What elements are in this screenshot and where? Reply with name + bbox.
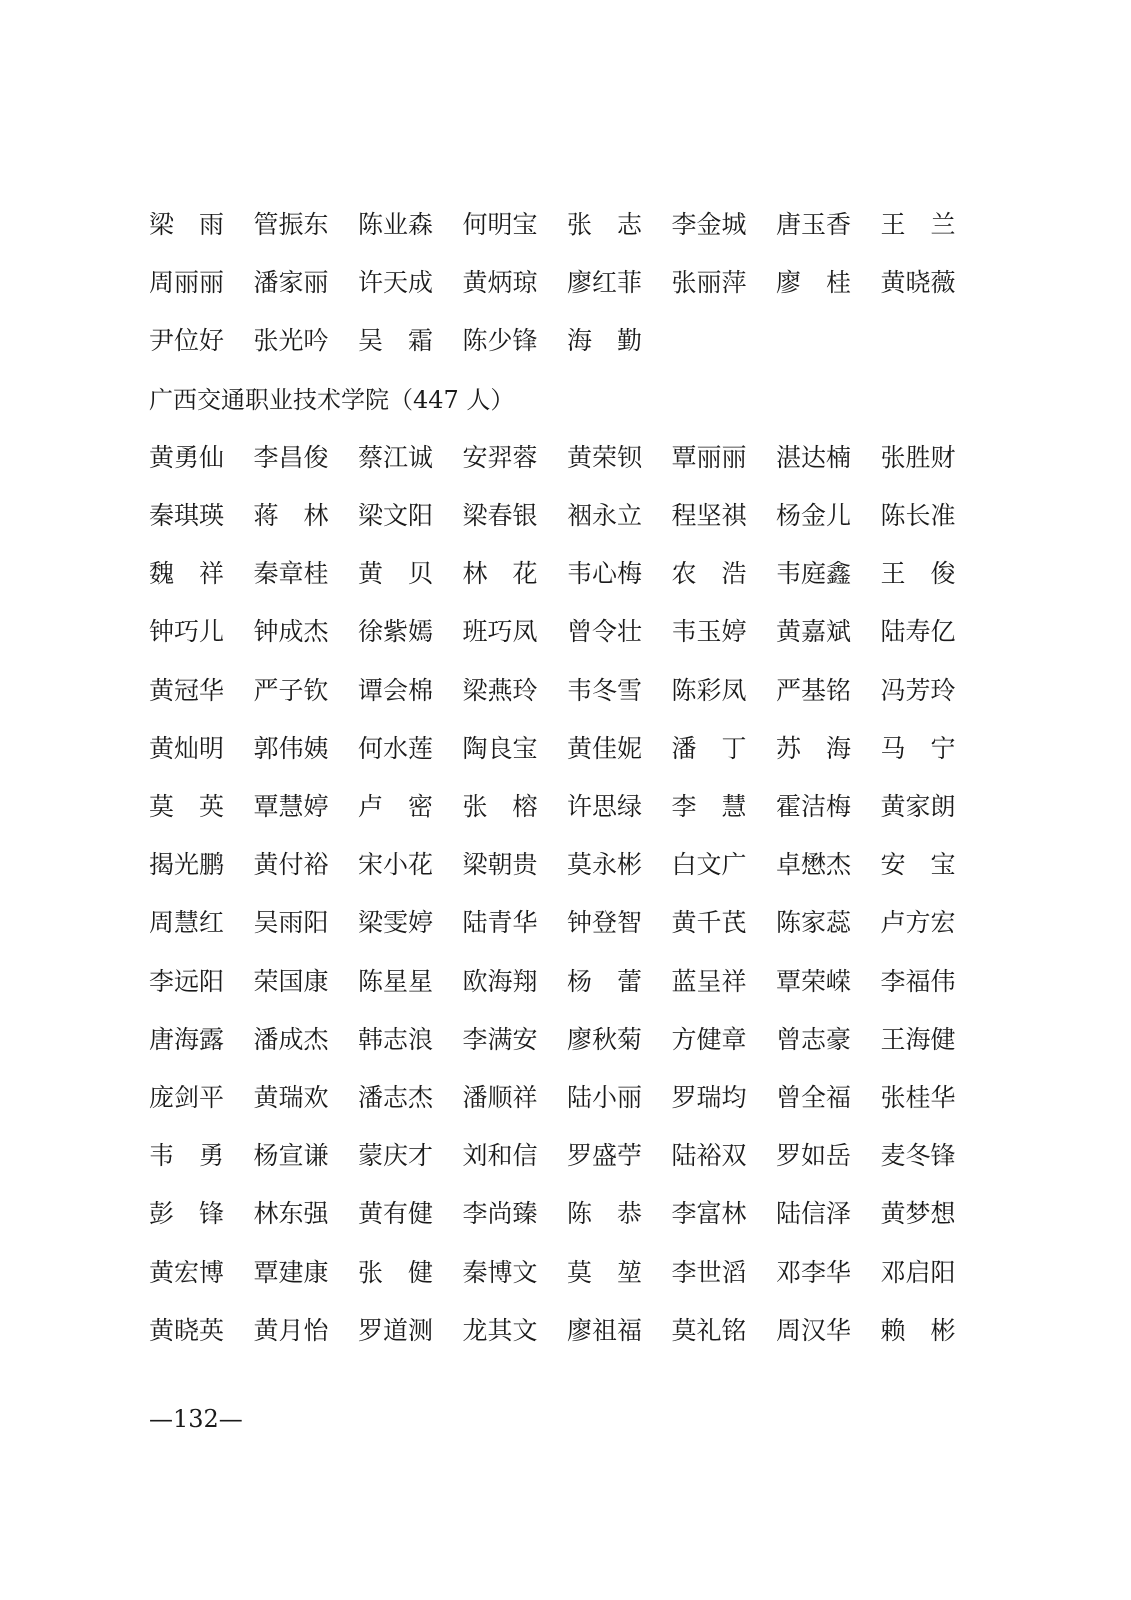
- person-name: 吴雨阳: [253, 908, 329, 938]
- person-name: 蔡江诚: [358, 442, 434, 472]
- person-name: 许思绿: [567, 792, 643, 821]
- person-name: 覃建康: [253, 1257, 329, 1287]
- person-name: 廖 桂: [776, 268, 852, 298]
- name-row: [0, 1020, 1131, 1060]
- person-name: 陶良宝: [462, 733, 538, 763]
- person-name: 覃丽丽: [671, 442, 747, 472]
- person-name: 张 志: [567, 210, 643, 239]
- person-name: 荣国康: [253, 966, 329, 996]
- person-name: 陆寿亿: [880, 617, 956, 647]
- person-name: 黄宏博: [149, 1257, 225, 1287]
- person-name: 张 榕: [462, 792, 538, 821]
- person-name: 郭伟姨: [253, 733, 329, 763]
- person-name: 陆信泽: [776, 1199, 852, 1229]
- person-name: 黄梦想: [880, 1199, 956, 1229]
- person-name: 张胜财: [880, 442, 956, 472]
- person-name: 邓李华: [776, 1257, 852, 1287]
- name-row: [0, 321, 1131, 361]
- person-name: 曾志豪: [776, 1024, 852, 1054]
- name-row: [0, 903, 1131, 943]
- person-name: 林 花: [462, 559, 538, 589]
- person-name: 曾令壮: [567, 617, 643, 647]
- page-number: —132—: [149, 1405, 243, 1433]
- name-row: [0, 496, 1131, 536]
- person-name: 方健章: [671, 1024, 747, 1054]
- name-row: [0, 729, 1131, 769]
- person-name: 陈彩凤: [671, 675, 747, 705]
- person-name: 冯芳玲: [880, 675, 956, 705]
- person-name: 潘成杰: [253, 1024, 329, 1054]
- person-name: 黄晓英: [149, 1315, 225, 1345]
- person-name: 李远阳: [149, 966, 225, 996]
- name-row: [0, 1078, 1131, 1118]
- person-name: 潘 丁: [671, 733, 747, 763]
- person-name: 陈 恭: [567, 1199, 643, 1229]
- person-name: 曾全福: [776, 1083, 852, 1112]
- person-name: 黄佳妮: [567, 733, 643, 763]
- person-name: 安 宝: [880, 850, 956, 880]
- person-name: 何水莲: [358, 733, 434, 763]
- name-row: [0, 612, 1131, 652]
- person-name: 周慧红: [149, 908, 225, 938]
- person-name: 庞剑平: [149, 1083, 225, 1112]
- person-name: 蒙庆才: [358, 1141, 434, 1171]
- person-name: 梁文阳: [358, 501, 434, 530]
- person-name: 许天成: [358, 268, 434, 298]
- person-name: 黄付裕: [253, 850, 329, 880]
- person-name: 安羿蓉: [462, 442, 538, 472]
- person-name: 黄勇仙: [149, 442, 225, 472]
- name-row: [0, 1253, 1131, 1293]
- person-name: 韦庭鑫: [776, 559, 852, 589]
- person-name: 张桂华: [880, 1083, 956, 1112]
- person-name: 黄晓薇: [880, 268, 956, 298]
- person-name: 陆小丽: [567, 1083, 643, 1112]
- person-name: 蓝呈祥: [671, 966, 747, 996]
- person-name: 梁朝贵: [462, 850, 538, 880]
- person-name: 卢 密: [358, 792, 434, 821]
- name-row: [0, 1194, 1131, 1234]
- person-name: 严子钦: [253, 675, 329, 705]
- person-name: 陆青华: [462, 908, 538, 938]
- person-name: 程坚祺: [671, 501, 747, 530]
- person-name: 韦冬雪: [567, 675, 643, 705]
- person-name: 杨 蕾: [567, 966, 643, 996]
- person-name: 秦章桂: [253, 559, 329, 589]
- person-name: 梁春银: [462, 501, 538, 530]
- person-name: 黄月怡: [253, 1315, 329, 1345]
- person-name: 李富林: [671, 1199, 747, 1229]
- person-name: 黄 贝: [358, 559, 434, 589]
- name-row: [0, 671, 1131, 711]
- person-name: 杨金儿: [776, 501, 852, 530]
- person-name: 秦博文: [462, 1257, 538, 1287]
- person-name: 苏 海: [776, 733, 852, 763]
- person-name: 梁 雨: [149, 210, 225, 239]
- person-name: 钟成杰: [253, 617, 329, 647]
- person-name: 钟登智: [567, 908, 643, 938]
- person-name: 廖秋菊: [567, 1024, 643, 1054]
- person-name: 赖 彬: [880, 1315, 956, 1345]
- person-name: 刘和信: [462, 1141, 538, 1171]
- person-name: 黄冠华: [149, 675, 225, 705]
- person-name: 王 兰: [880, 210, 956, 239]
- person-name: 周汉华: [776, 1315, 852, 1345]
- person-name: 潘顺祥: [462, 1083, 538, 1112]
- person-name: 罗瑞均: [671, 1083, 747, 1112]
- person-name: 吴 霜: [358, 326, 434, 356]
- person-name: 陈家蕊: [776, 908, 852, 938]
- person-name: 黄炳琼: [462, 268, 538, 298]
- person-name: 杨宣谦: [253, 1141, 329, 1171]
- person-name: 徐紫嫣: [358, 617, 434, 647]
- person-name: 揭光鹏: [149, 850, 225, 880]
- person-name: 黄家朗: [880, 792, 956, 821]
- person-name: 班巧凤: [462, 617, 538, 647]
- person-name: 陈长准: [880, 501, 956, 530]
- person-name: 卢方宏: [880, 908, 956, 938]
- person-name: 邓启阳: [880, 1257, 956, 1287]
- person-name: 罗道测: [358, 1315, 434, 1345]
- name-row: [0, 962, 1131, 1002]
- person-name: 彭 锋: [149, 1199, 225, 1229]
- person-name: 李昌俊: [253, 442, 329, 472]
- person-name: 何明宝: [462, 210, 538, 239]
- person-name: 黄灿明: [149, 733, 225, 763]
- person-name: 李福伟: [880, 966, 956, 996]
- person-name: 白文广: [671, 850, 747, 880]
- person-name: 张光吟: [253, 326, 329, 356]
- person-name: 霍洁梅: [776, 792, 852, 821]
- person-name: 莫礼铭: [671, 1315, 747, 1345]
- person-name: 李世滔: [671, 1257, 747, 1287]
- person-name: 王 俊: [880, 559, 956, 589]
- person-name: 唐海露: [149, 1024, 225, 1054]
- person-name: 麦冬锋: [880, 1141, 956, 1171]
- person-name: 魏 祥: [149, 559, 225, 589]
- person-name: 李金城: [671, 210, 747, 239]
- person-name: 钟巧儿: [149, 617, 225, 647]
- person-name: 罗如岳: [776, 1141, 852, 1171]
- person-name: 韦 勇: [149, 1141, 225, 1171]
- person-name: 尹位好: [149, 326, 225, 356]
- name-row: [0, 1311, 1131, 1351]
- person-name: 秦琪瑛: [149, 501, 225, 530]
- person-name: 李尚臻: [462, 1199, 538, 1229]
- person-name: 陈星星: [358, 966, 434, 996]
- person-name: 莫 堃: [567, 1257, 643, 1287]
- person-name: 林东强: [253, 1199, 329, 1229]
- person-name: 潘家丽: [253, 268, 329, 298]
- person-name: 李 慧: [671, 792, 747, 821]
- person-name: 湛达楠: [776, 442, 852, 472]
- section-heading: 广西交通职业技术学院（447 人）: [149, 385, 515, 414]
- person-name: 裀永立: [567, 501, 643, 530]
- name-row: [0, 787, 1131, 827]
- name-row: [0, 845, 1131, 885]
- person-name: 黄嘉斌: [776, 617, 852, 647]
- person-name: 廖祖福: [567, 1315, 643, 1345]
- person-name: 韦玉婷: [671, 617, 747, 647]
- person-name: 覃荣嵘: [776, 966, 852, 996]
- person-name: 李满安: [462, 1024, 538, 1054]
- person-name: 卓懋杰: [776, 850, 852, 880]
- person-name: 蒋 林: [253, 501, 329, 530]
- person-name: 陈业森: [358, 210, 434, 239]
- person-name: 梁雯婷: [358, 908, 434, 938]
- name-row: [0, 263, 1131, 303]
- person-name: 黄千芪: [671, 908, 747, 938]
- person-name: 唐玉香: [776, 210, 852, 239]
- person-name: 周丽丽: [149, 268, 225, 298]
- person-name: 莫永彬: [567, 850, 643, 880]
- person-name: 陆裕双: [671, 1141, 747, 1171]
- person-name: 覃慧婷: [253, 792, 329, 821]
- person-name: 廖红菲: [567, 268, 643, 298]
- person-name: 欧海翔: [462, 966, 538, 996]
- name-row: [0, 554, 1131, 594]
- person-name: 韩志浪: [358, 1024, 434, 1054]
- person-name: 罗盛苧: [567, 1141, 643, 1171]
- person-name: 谭会棉: [358, 675, 434, 705]
- person-name: 黄瑞欢: [253, 1083, 329, 1112]
- person-name: 韦心梅: [567, 559, 643, 589]
- person-name: 陈少锋: [462, 326, 538, 356]
- person-name: 莫 英: [149, 792, 225, 821]
- person-name: 马 宁: [880, 733, 956, 763]
- person-name: 王海健: [880, 1024, 956, 1054]
- name-row: [0, 1136, 1131, 1176]
- person-name: 严基铭: [776, 675, 852, 705]
- person-name: 梁燕玲: [462, 675, 538, 705]
- person-name: 黄有健: [358, 1199, 434, 1229]
- person-name: 张丽萍: [671, 268, 747, 298]
- person-name: 管振东: [253, 210, 329, 239]
- person-name: 农 浩: [671, 559, 747, 589]
- person-name: 宋小花: [358, 850, 434, 880]
- person-name: 龙其文: [462, 1315, 538, 1345]
- person-name: 海 勤: [567, 326, 643, 356]
- name-row: [0, 438, 1131, 478]
- name-row: [0, 205, 1131, 245]
- person-name: 张 健: [358, 1257, 434, 1287]
- person-name: 黄荣钡: [567, 442, 643, 472]
- person-name: 潘志杰: [358, 1083, 434, 1112]
